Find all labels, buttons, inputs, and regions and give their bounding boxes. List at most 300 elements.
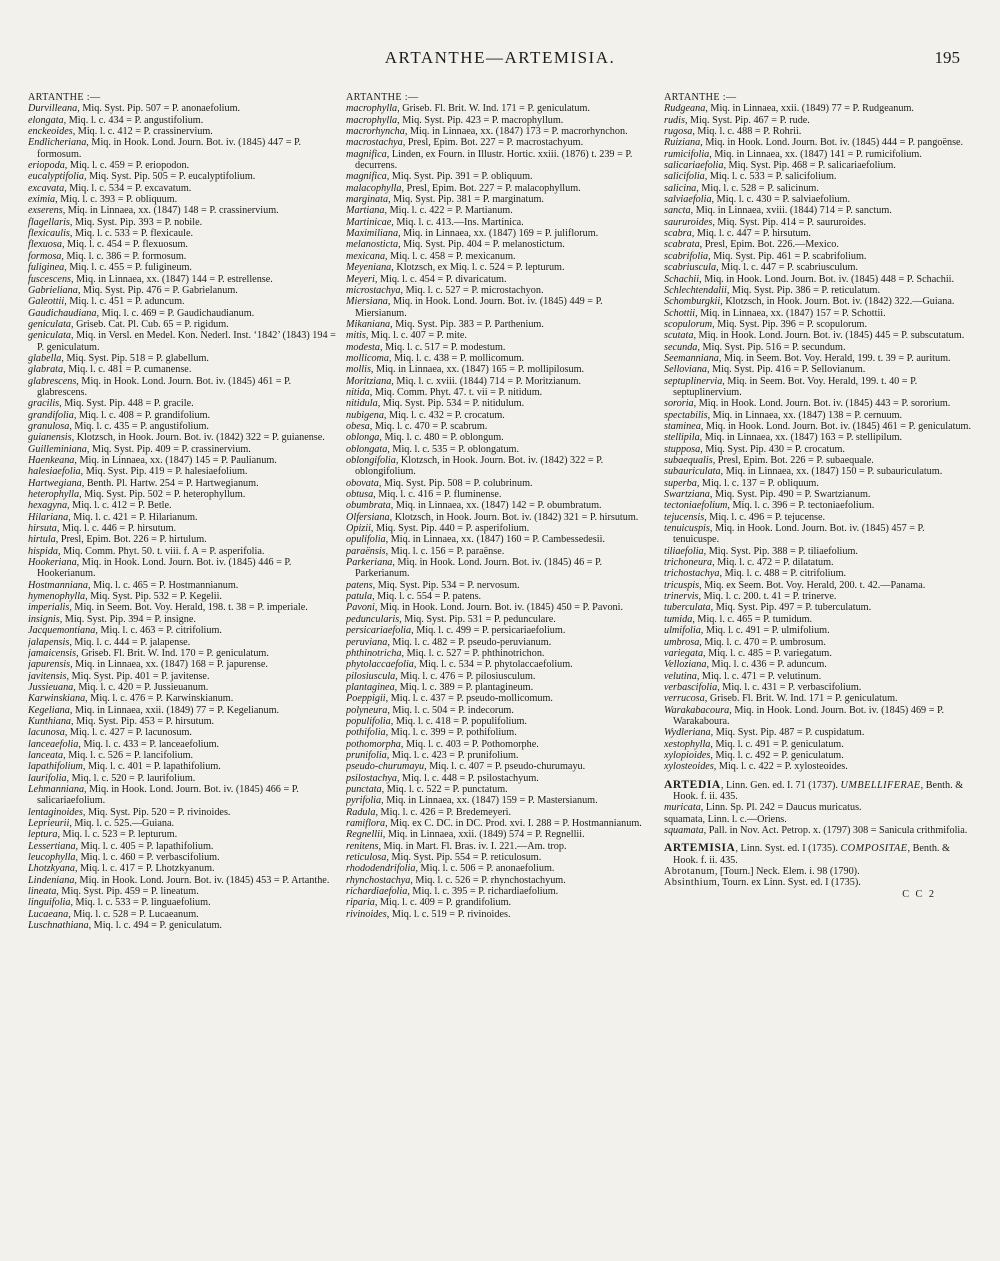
species-reference: , Miq. Syst. Pip. 391 = P. obliquum.	[386, 171, 533, 183]
species-name: flagellaris	[28, 216, 70, 228]
species-reference: , Miq. l. c. 517 = P. modestum.	[379, 341, 506, 353]
index-entry	[346, 909, 654, 920]
species-reference: , Miq. Syst. Pip. 404 = P. melanostictum.	[398, 239, 565, 251]
index-entry	[28, 444, 336, 455]
index-entry	[28, 330, 336, 353]
species-name: magnifica	[346, 148, 387, 160]
species-reference: , Miq. in Linnaea, xx. (1847) 138 = P. cernuum.	[707, 409, 903, 421]
species-name: rumicifolia	[664, 148, 710, 160]
species-name: jamaicensis	[28, 647, 77, 659]
index-entry	[346, 739, 654, 750]
species-name: jalapensis	[28, 636, 70, 648]
species-name: glabrescens	[28, 375, 77, 387]
species-reference: , Miq. l. c. 438 = P. mollicomum.	[389, 352, 525, 364]
species-reference: , Miq. l. c. 519 = P. rivinoides.	[386, 908, 511, 920]
species-name: rudis	[664, 114, 685, 126]
species-reference: , Miq. in Linnaea, xx. (1847) 169 = P. juliflorum.	[398, 228, 599, 240]
species-name: tuberculata	[664, 602, 711, 614]
species-name: nitidula	[346, 398, 378, 410]
species-name: Schachii	[664, 273, 700, 285]
species-name: guianensis	[28, 432, 72, 444]
species-name: hirtula	[28, 534, 56, 546]
species-name: paraënsis	[346, 545, 386, 557]
species-reference: , Miq. in Hook. Lond. Journ. Bot. iv. (1845) 447 = P. formosum.	[37, 137, 302, 160]
species-reference: , Miq. l. c. 522 = P. punctatum.	[381, 783, 508, 795]
species-name: nitida	[346, 386, 370, 398]
species-name: formosa	[28, 250, 62, 262]
species-name: Velloziana	[664, 659, 707, 671]
species-reference: , Miq. l. c. 525.—Guiana.	[69, 818, 175, 829]
species-name: obovata	[346, 477, 379, 489]
page-number: 195	[934, 48, 960, 67]
species-name: scabrifolia	[664, 250, 709, 262]
species-name: punctata	[346, 783, 382, 795]
species-reference: , Miq. in Linnaea, xx. (1847) 141 = P. rumicifolium.	[709, 148, 922, 160]
index-entry	[28, 115, 336, 126]
index-entry	[28, 807, 336, 818]
index-entry	[664, 183, 972, 194]
index-entry	[346, 693, 654, 704]
species-reference: , Miq. Syst. Pip. 440 = P. asperifolium.	[370, 523, 530, 535]
species-name: hexagyna	[28, 500, 68, 512]
index-entry	[346, 455, 654, 478]
index-entry	[664, 580, 972, 591]
index-entry	[346, 875, 654, 886]
species-reference: , Miq. l. c. 432 = P. crocatum.	[383, 409, 505, 421]
species-name: Lehmanniana	[28, 783, 85, 795]
species-reference: , Miq. l. c. 447 = P. scabriusculum.	[716, 262, 858, 274]
index-entry	[346, 591, 654, 602]
species-reference: , Presl, Epim. Bot. 227 = P. macrostachyum.	[402, 137, 584, 149]
index-entry	[346, 829, 654, 840]
species-name: subaequalis	[664, 455, 713, 466]
species-reference: , Miq. l. c. 422 = P. Martianum.	[384, 205, 513, 217]
species-reference: , Miq. in Linnaea, xx. (1847) 150 = P. subauriculatum.	[720, 466, 943, 478]
species-reference: , Miq. l. c. xviii. (1844) 714 = P. Moritzianum.	[391, 375, 581, 387]
index-entry	[664, 228, 972, 239]
index-entry	[346, 671, 654, 682]
species-name: Lindeniana	[28, 874, 75, 886]
species-reference: , Miq. l. c. 451 = P. aduncum.	[64, 296, 185, 308]
species-reference: , Miq. l. c. 499 = P. persicariaefolium.	[411, 625, 566, 637]
species-name: scabriuscula	[664, 262, 717, 274]
species-name: Swartziana	[664, 489, 710, 501]
index-entry	[28, 693, 336, 704]
species-reference: , Miq. Syst. Pip. 554 = P. reticulosum.	[386, 852, 542, 864]
index-entry	[664, 376, 972, 399]
species-reference: , Miq. l. c. 533 = P. linguaefolium.	[70, 897, 211, 909]
species-reference: , Miq. l. c. 418 = P. populifolium.	[390, 715, 527, 727]
index-entry	[28, 500, 336, 511]
index-entry	[28, 682, 336, 693]
column-heading: ARTANTHE :—	[346, 92, 419, 103]
species-name: saururoides	[664, 216, 713, 228]
index-entry	[346, 512, 654, 523]
species-name: psilostachya	[346, 772, 397, 784]
species-name: hispida	[28, 545, 59, 557]
species-name: peruviana	[346, 636, 388, 648]
species-reference: , Miq. l. c. 435 = P. angustifolium.	[69, 420, 209, 432]
species-name: modesta	[346, 341, 380, 353]
index-entry	[664, 727, 972, 738]
species-name: tumida	[664, 613, 693, 625]
species-reference: , Miq. in Linnaea, xx. (1847) 159 = P. Mastersianum.	[381, 795, 598, 807]
species-name: Hostmanniana	[28, 579, 88, 591]
printer-signature: C C 2	[902, 888, 936, 900]
species-name: Ruiziana	[664, 137, 701, 149]
species-reference: , Miq. l. c. 459 = P. eriopodon.	[64, 160, 190, 172]
species-reference: , Miq. l. c. 476 = P. Karwinskianum.	[85, 693, 234, 705]
species-name: Seemanniana	[664, 352, 719, 364]
species-name: eximia	[28, 194, 56, 206]
species-reference: , Miq. Syst. Pip. 507 = P. anonaefolium.	[77, 103, 241, 115]
index-entry	[28, 455, 336, 466]
index-entry	[664, 637, 972, 648]
species-reference: , Miq. l. c. 488 = P. Rohrii.	[692, 126, 802, 138]
index-entry	[664, 205, 972, 216]
index-entry	[346, 194, 654, 205]
species-name: Durvilleana	[28, 103, 78, 115]
species-reference: , Miq. in Linnaea, xx. (1847) 157 = P. Schottii.	[695, 307, 886, 319]
species-name: tectoniaefolium	[664, 500, 728, 512]
species-reference: , Miq. l. c. 528 = P. salicinum.	[696, 182, 819, 194]
species-name: leptura	[28, 829, 58, 841]
species-name: Galeottii	[28, 296, 65, 308]
species-name: Luschnathiana	[28, 920, 89, 932]
genus-citation: , Linn. Syst. ed. I (1735).	[735, 843, 838, 855]
species-reference: , Miq. in Linnaea, xviii. (1844) 714 = P. sanctum.	[690, 205, 892, 217]
index-entry	[346, 115, 654, 126]
species-reference: , Miq. l. c. 436 = P. aduncum.	[706, 659, 827, 671]
species-reference: , Miq. l. c. 471 = P. velutinum.	[696, 670, 822, 682]
species-name: Kunthiana	[28, 715, 72, 727]
species-name: sororia	[664, 398, 694, 410]
index-entry	[28, 262, 336, 273]
species-reference: , Miq. Syst. Pip. 508 = P. colubrinum.	[378, 477, 533, 489]
species-name: Karwinskiana	[28, 693, 86, 705]
species-reference: , Miq. l. c. 417 = P. Lhotzkyanum.	[74, 863, 215, 875]
species-reference: , Miq. l. c. 396 = P. tectoniaefolium.	[727, 500, 875, 512]
index-entry	[346, 171, 654, 182]
species-name: scabra	[664, 228, 692, 240]
index-entry	[28, 217, 336, 228]
species-reference: , Miq. in Hook. Lond. Journ. Bot. iv. (1845) 461 = P. glabrescens.	[37, 375, 292, 398]
index-entry	[28, 637, 336, 648]
species-reference: , Miq. l. c. 491 = P. geniculatum.	[710, 738, 844, 750]
species-reference: , Miq. Syst. Pip. 394 = P. insigne.	[59, 613, 196, 625]
index-entry	[346, 421, 654, 432]
species-reference: , Miq. Syst. Pip. 430 = P. crocatum.	[700, 443, 845, 455]
species-reference: , Miq. Syst. Pip. 453 = P. hirsutum.	[71, 715, 215, 727]
index-entry	[28, 512, 336, 523]
species-reference: , Miq. l. c. 520 = P. laurifolium.	[66, 772, 196, 784]
text-columns	[28, 92, 972, 1242]
species-reference: , Miq. l. c. 472 = P. dilatatum.	[712, 557, 834, 569]
species-name: Opizii	[346, 523, 371, 535]
index-entry	[346, 886, 654, 897]
index-entry	[664, 693, 972, 704]
index-entry	[664, 478, 972, 489]
species-name: Hartwegiana	[28, 477, 82, 489]
genus-heading-line	[664, 843, 972, 866]
species-reference: , Miq. l. c. 399 = P. pothifolium.	[385, 727, 517, 739]
species-reference: , Miq. Syst. Pip. 534 = P. nitidulum.	[377, 398, 525, 410]
index-entry	[664, 739, 972, 750]
index-entry	[28, 602, 336, 613]
index-entry	[346, 750, 654, 761]
species-name: Meyeniana	[346, 262, 392, 274]
species-reference: , Miq. Syst. Pip. 386 = P. reticulatum.	[726, 284, 881, 296]
index-entry	[28, 137, 336, 160]
index-entry	[28, 228, 336, 239]
index-entry	[664, 432, 972, 443]
species-reference: , Klotzsch, ex Miq. l. c. 524 = P. lepturum.	[391, 262, 565, 274]
index-entry	[346, 602, 654, 613]
index-entry	[28, 308, 336, 319]
species-name: nubigena	[346, 409, 384, 421]
species-reference: , Miq. l. c. 156 = P. paraënse.	[385, 545, 505, 557]
species-name: subauriculata	[664, 466, 721, 478]
species-reference: , Miq. l. c. 554 = P. patens.	[372, 591, 482, 603]
index-entry	[28, 171, 336, 182]
species-name: Jussieuana	[28, 681, 74, 693]
index-entry	[346, 863, 654, 874]
species-reference: , Miq. in Hook. Lond. Journ. Bot. iv. (1845) 449 = P. Miersianum.	[355, 296, 603, 319]
species-reference: , Presl, Epim. Bot. 227 = P. malacophyllum.	[401, 182, 581, 194]
species-name: macrophylla	[346, 114, 398, 126]
species-reference: , Miq. Syst. Pip. 419 = P. halesiaefolium.	[80, 466, 248, 478]
species-reference: , Miq. l. c. 426 = P. Bredemeyeri.	[375, 806, 512, 818]
index-entry	[28, 614, 336, 625]
species-reference: , Miq. l. c. 446 = P. hirsutum.	[56, 523, 177, 535]
species-name: Moritziana	[346, 375, 392, 387]
index-entry	[664, 308, 972, 319]
index-entry	[664, 285, 972, 296]
species-reference: , Miq. in Linnaea, xx. (1847) 165 = P. mollipilosum.	[370, 364, 585, 376]
species-name: squamata	[664, 825, 704, 836]
index-entry	[664, 523, 972, 546]
index-entry	[28, 478, 336, 489]
index-entry	[664, 489, 972, 500]
species-name: phthinotricha	[346, 647, 402, 659]
species-name: obesa	[346, 420, 370, 432]
index-entry	[28, 274, 336, 285]
species-name: Haenkeana	[28, 455, 75, 466]
index-entry	[28, 784, 336, 807]
species-reference: , Miq. in Seem. Bot. Voy. Herald, 199. t. 39 = P. auritum.	[718, 352, 951, 364]
species-reference: , Miq. l. c. 395 = P. richardiaefolium.	[407, 886, 559, 898]
species-name: Kegeliana	[28, 704, 70, 716]
index-entry	[28, 659, 336, 670]
species-reference: , Miq. Syst. Pip. 502 = P. heterophyllum.	[79, 489, 246, 501]
species-reference: , Miq. l. c. 534 = P. phytolaccaefolium.	[413, 659, 573, 671]
index-entry	[346, 342, 654, 353]
species-name: eucalyptifolia	[28, 171, 85, 183]
index-entry	[28, 739, 336, 750]
index-entry	[28, 421, 336, 432]
species-reference: , Miq. Syst. Pip. 448 = P. gracile.	[59, 398, 194, 410]
index-entry	[346, 262, 654, 273]
species-name: hirsuta	[28, 523, 57, 535]
species-name: Rudgeana	[664, 103, 706, 115]
species-reference: , Miq. l. c. 422 = P. xylosteoides.	[713, 761, 848, 773]
index-entry	[346, 387, 654, 398]
index-entry	[664, 750, 972, 761]
species-reference: , Miq. in Hook. Lond. Journ. Bot. iv. (1845) 448 = P. Schachii.	[699, 273, 955, 285]
species-reference: , Miq. l. c. 534 = P. excavatum.	[64, 182, 192, 194]
index-entry	[28, 376, 336, 399]
index-entry	[664, 251, 972, 262]
index-entry	[28, 353, 336, 364]
species-name: patens	[346, 579, 373, 591]
species-reference: , Klotzsch, in Hook. Journ. Bot. iv. (1842) 322 = P. oblongifolium.	[355, 455, 604, 478]
index-entry	[28, 398, 336, 409]
index-entry	[664, 103, 972, 114]
column-1	[28, 92, 336, 1242]
genus-name: ARTEMISIA	[664, 842, 736, 855]
index-entry	[346, 319, 654, 330]
index-entry	[346, 217, 654, 228]
index-entry	[28, 251, 336, 262]
section-reference: , Tourn. ex Linn. Syst. ed. I (1735).	[717, 877, 861, 889]
species-name: peduncularis	[346, 613, 400, 625]
species-name: secunda	[664, 341, 698, 353]
index-entry	[28, 716, 336, 727]
species-name: xylopioides	[664, 749, 711, 761]
species-reference: , Miq. l. c. 470 = P. scabrum.	[369, 420, 488, 432]
species-name: Maximiliana	[346, 228, 399, 240]
index-entry	[28, 852, 336, 863]
index-entry	[664, 262, 972, 273]
index-entry	[28, 103, 336, 114]
species-reference: , Pall. in Nov. Act. Petrop. x. (1797) 308 = Sanicula crithmifolia.	[703, 825, 968, 836]
species-name: Endlicheriana	[28, 137, 87, 149]
index-entry	[346, 761, 654, 772]
index-entry	[664, 500, 972, 511]
species-reference: , Miq. Syst. Pip. 505 = P. eucalyptifolium.	[84, 171, 256, 183]
index-entry	[28, 625, 336, 636]
species-entry	[664, 802, 972, 813]
index-entry	[28, 705, 336, 716]
index-entry	[664, 149, 972, 160]
species-name: Pavoni	[346, 602, 375, 614]
species-name: Martinicae	[346, 216, 392, 228]
index-entry	[346, 228, 654, 239]
species-reference: , Miq. ex C. DC. in DC. Prod. xvi. I. 288 = P. Hostmannianum.	[385, 818, 642, 829]
index-entry	[346, 137, 654, 148]
species-name: Radula	[346, 806, 376, 818]
index-entry	[346, 580, 654, 591]
species-name: flexuosa	[28, 239, 62, 251]
species-name: pyrifolia	[346, 795, 382, 807]
species-reference: , Griseb. Cat. Pl. Cub. 65 = P. rigidum.	[71, 318, 229, 330]
index-entry	[28, 557, 336, 580]
species-reference: , Miq. in Hook. Lond. Journ. Bot. iv. (1845) 443 = P. sororium.	[693, 398, 951, 410]
species-name: Lhotzkyana	[28, 863, 75, 875]
species-name: plantaginea	[346, 681, 395, 693]
page-header	[40, 48, 960, 78]
species-name: glabrata	[28, 364, 64, 376]
index-entry	[28, 534, 336, 545]
index-entry	[664, 274, 972, 285]
species-reference: , Miq. l. c. 526 = P. rhynchostachyum.	[410, 874, 566, 886]
species-name: spectabilis	[664, 409, 708, 421]
species-name: magnifica	[346, 171, 387, 183]
species-reference: , Miq. l. c. 454 = P. flexuosum.	[61, 239, 188, 251]
index-entry	[28, 523, 336, 534]
index-entry	[664, 671, 972, 682]
species-reference: , Miq. l. c. 492 = P. geniculatum.	[710, 749, 844, 761]
species-name: grandifolia	[28, 409, 74, 421]
index-entry	[346, 183, 654, 194]
species-name: velutina	[664, 670, 697, 682]
species-name: imperialis	[28, 602, 70, 614]
species-reference: , Miq. in Linnaea, xx. (1847) 163 = P. stellipilum.	[699, 432, 903, 444]
index-entry	[664, 342, 972, 353]
species-reference: , Miq. l. c. 463 = P. citrifolium.	[95, 625, 222, 637]
species-name: persicariaefolia	[346, 625, 412, 637]
species-name: superba	[664, 477, 697, 489]
species-reference: , Miq. l. c. 454 = P. divaricatum.	[374, 273, 507, 285]
index-entry	[346, 478, 654, 489]
species-name: ramiflora	[346, 818, 386, 829]
index-entry	[346, 330, 654, 341]
species-reference: , Miq. Syst. Pip. 518 = P. glabellum.	[61, 352, 209, 364]
species-name: septuplinervia	[664, 375, 723, 387]
species-name: Meyeri	[346, 273, 375, 285]
species-reference: , Miq. l. c. 480 = P. oblongum.	[379, 432, 504, 444]
index-entry	[28, 205, 336, 216]
index-entry	[664, 705, 972, 728]
family-name: UMBELLIFERAE	[840, 779, 921, 791]
species-name: phytolaccaefolia	[346, 659, 414, 671]
species-name: microstachya	[346, 284, 401, 296]
species-reference: , Klotzsch, in Hook. Journ. Bot. iv. (1842) 322 = P. guianense.	[71, 432, 325, 444]
index-entry	[346, 637, 654, 648]
species-reference: , Miq. l. c. 533 = P. flexicaule.	[69, 228, 194, 240]
species-reference: , Benth. Pl. Hartw. 254 = P. Hartwegianum.	[81, 477, 259, 489]
species-reference: , Miq. Syst. Pip. 459 = P. lineatum.	[56, 886, 199, 898]
species-name: flexicaulis	[28, 228, 70, 240]
species-reference: , Miq. l. c. 469 = P. Gaudichaudianum.	[96, 307, 255, 319]
species-reference: , Miq. Comm. Phyt. 47. t. vii = P. nitidum.	[369, 386, 543, 398]
species-name: tejucensis	[664, 511, 705, 523]
index-entry	[664, 137, 972, 148]
species-reference: , Miq. Syst. Pip. 520 = P. rivinoides.	[82, 806, 231, 818]
species-reference: , Miq. l. c. 488 = P. citrifolium.	[719, 568, 847, 580]
species-name: lapathifolium	[28, 761, 83, 773]
index-entry	[28, 319, 336, 330]
index-entry	[28, 285, 336, 296]
species-name: lacunosa	[28, 727, 65, 739]
species-reference: , Miq. l. c. 386 = P. formosum.	[61, 250, 187, 262]
index-entry	[664, 455, 972, 466]
species-reference: , Miq. in Hook. Lond. Journ. Bot. iv. (1845) 450 = P. Pavoni.	[374, 602, 624, 614]
species-name: gracilis	[28, 398, 60, 410]
index-entry	[346, 149, 654, 172]
species-name: tiliaefolia	[664, 545, 704, 557]
species-name: mollis	[346, 364, 371, 376]
species-name: Hilariana	[28, 511, 69, 523]
species-name: Leprieurii	[28, 818, 70, 829]
index-entry	[664, 659, 972, 670]
index-entry	[346, 444, 654, 455]
species-reference: , Miq. in Hook. Lond. Journ. Bot. iv. (1845) 457 = P. tenuicuspe.	[673, 523, 925, 546]
species-name: Gabrieliana	[28, 284, 78, 296]
species-name: xestophylla	[664, 738, 711, 750]
species-name: staminea	[664, 420, 701, 432]
index-entry	[346, 705, 654, 716]
